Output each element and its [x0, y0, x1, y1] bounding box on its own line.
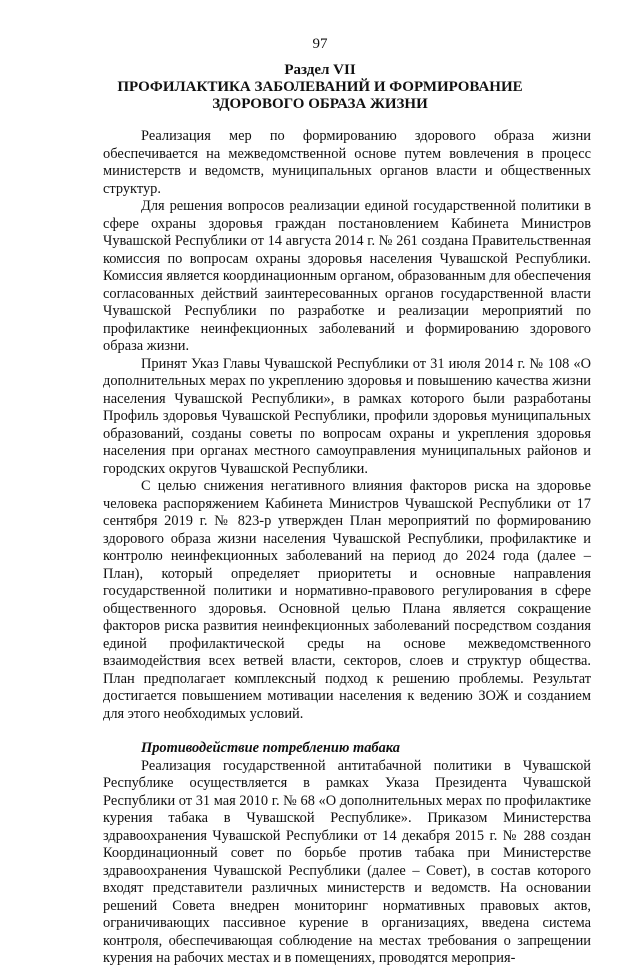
page-number: 97: [312, 36, 328, 52]
subsection-heading: Противодействие потреблению табака: [141, 740, 400, 756]
section-title-line-2: ЗДОРОВОГО ОБРАЗА ЖИЗНИ: [212, 96, 428, 112]
paragraph: Для решения вопросов реализации единой государственной политики в сфере охраны здоровья граждан постановлением Кабинета Министров Чувашской Республики от 14 августа 2014 г. № 261 создана Правительственная комиссия по вопросам охраны здоровья населения Чувашской Республики. Комиссия является координационным органом, образованным для обеспечения согласованных действий заинтересованных органов государственной власти Чувашской Республики по разработке и реализации мероприятий по профилактике неинфекционных заболеваний и формированию здорового образа жизни.: [103, 198, 591, 354]
section-title: [0, 79, 640, 113]
section-label: Раздел VII: [284, 62, 356, 78]
paragraph: Принят Указ Главы Чувашской Республики от 31 июля 2014 г. № 108 «О дополнительных мерах по укреплению здоровья и повышению качества жизни населения Чувашской Республики», в рамках которого были разработаны Профиль здоровья Чувашской Республики, профили здоровья муниципальных образований, созданы советы по вопросам охраны и укрепления здоровья населения при органах местного самоуправления муниципальных районов и городских округов Чувашской Республики.: [103, 355, 591, 477]
subsection-paragraph: Реализация государственной антитабачной политики в Чувашской Республике осуществляется в рамках Указа Президента Чувашской Республики от 31 мая 2010 г. № 68 «О дополнительных мерах по профилактике курения табака в Чувашской Республике». Приказом Министерства здравоохранения Чувашской Республики от 14 декабря 2015 г. № 288 создан Координационный совет по борьбе против табака при Министерстве здравоохранения Чувашской Республики (далее – Совет), в состав которого входят представители различных министерств и ведомств. На основании решений Совета внедрен мониторинг нормативных правовых актов, ограничивающих пассивное курение в организациях, введена система контроля, обеспечивающая соблюдение на местах требования о запрещении курения на рабочих местах и в помещениях, проводятся мероприя-: [103, 757, 591, 966]
paragraph: С целью снижения негативного влияния факторов риска на здоровье человека распоряжением Кабинета Министров Чувашской Республики от 17 сентября 2019 г. № 823-р утвержден План мероприятий по формированию здорового образа жизни населения Чувашской Республики, профилактике и контролю неинфекционных заболеваний на период до 2024 года (далее – План), который определяет приоритеты и основные направления государственной политики и нормативно-правового регулирования в сфере общественного здоровья. Основной целью Плана является сокращение факторов риска развития неинфекционных заболеваний посредством создания единой профилактической среды на основе межведомственного взаимодействия всех ветвей власти, секторов, слоев и структур общества. План предполагает комплексный подход к решению проблемы. Результат достигается повышением мотивации населения к ведению ЗОЖ и созданием для этого необходимых условий.: [103, 478, 591, 722]
section-title-line-1: ПРОФИЛАКТИКА ЗАБОЛЕВАНИЙ И ФОРМИРОВАНИЕ: [117, 79, 523, 95]
paragraph: Реализация мер по формированию здорового образа жизни обеспечивается на межведомственной основе путем вовлечения в процесс министерств и ведомств, муниципальных органов власти и общественных структур.: [103, 128, 591, 197]
body-text: [103, 128, 591, 968]
